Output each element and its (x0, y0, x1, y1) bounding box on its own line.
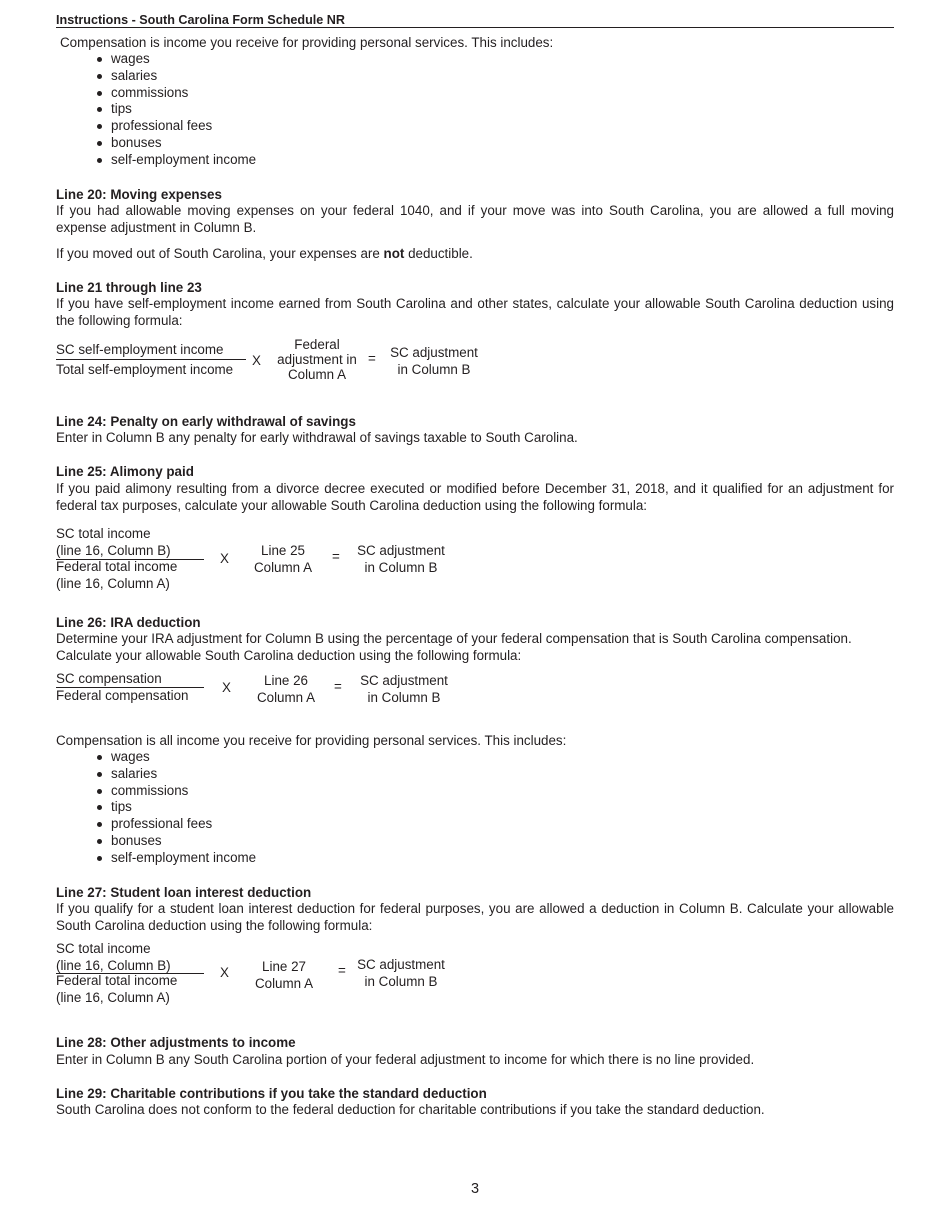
list-item: self-employment income (95, 152, 256, 169)
formula-column-a-line: Column A (287, 366, 347, 382)
multiply-sign: X (220, 551, 229, 566)
line24-paragraph: Enter in Column B any penalty for early withdrawal of savings taxable to South Carolina. (56, 430, 578, 445)
equals-sign: = (338, 963, 346, 978)
line28-heading: Line 28: Other adjustments to income (56, 1035, 296, 1050)
formula-result-line: in Column B (367, 689, 441, 705)
line20-text-before: If you moved out of South Carolina, your expenses are (56, 246, 384, 261)
list-item: tips (95, 101, 256, 118)
formula-column-a (269, 337, 365, 383)
header-divider (56, 27, 894, 28)
line20-text-after: deductible. (404, 246, 473, 261)
intro-text: Compensation is income you receive for providing personal services. This includes: (60, 35, 554, 50)
formula-numerator (56, 526, 171, 560)
formula-denominator-line: Federal total income (56, 973, 178, 988)
list-item: wages (95, 51, 256, 68)
intro-list (95, 51, 256, 169)
list-item: commissions (95, 85, 256, 102)
formula-denominator-line: Federal total income (56, 559, 178, 574)
formula-denominator (56, 973, 177, 1007)
formula-numerator-line: (line 16, Column B) (56, 542, 171, 558)
multiply-sign: X (222, 680, 231, 695)
compensation-list (95, 749, 256, 867)
formula-middle-term (243, 543, 323, 577)
formula-result-line: SC adjustment (360, 673, 448, 688)
line29-paragraph: South Carolina does not conform to the federal deduction for charitable contributions if you take the standard deduction. (56, 1102, 765, 1117)
formula-denominator (56, 559, 177, 593)
line29-heading: Line 29: Charitable contributions if you take the standard deduction (56, 1086, 487, 1101)
formula-middle-line: Column A (253, 559, 313, 575)
formula-column-a-line: Federal (294, 337, 340, 352)
list-item: commissions (95, 783, 256, 800)
formula-middle-line: Line 27 (262, 959, 306, 974)
line25-heading: Line 25: Alimony paid (56, 464, 194, 479)
formula-result (351, 957, 451, 991)
formula-denominator: Federal compensation (56, 688, 189, 703)
formula-denominator: Total self-employment income (56, 362, 234, 377)
formula-denominator-line: (line 16, Column A) (56, 575, 170, 591)
formula-result-line: in Column B (397, 361, 471, 377)
formula-numerator-line: (line 16, Column B) (56, 957, 171, 973)
formula-result-line: SC adjustment (357, 543, 445, 558)
formula-numerator-line: SC total income (56, 941, 151, 956)
formula-denominator-line: (line 16, Column A) (56, 989, 170, 1005)
line27-paragraph: If you qualify for a student loan interest deduction for federal purposes, you are allowed a deduction in Column B. Calculate your allowable South Carolina deduction using the following formula: (56, 901, 894, 933)
line21-paragraph: If you have self-employment income earned from South Carolina and other states, calculate your allowable South Carolina deduction using the following formula: (56, 296, 894, 328)
line20-paragraph: If you had allowable moving expenses on your federal 1040, and if your move was into South Carolina, you are allowed a full moving expense adjustment in Column B. (56, 203, 894, 235)
fraction-bar (56, 359, 246, 360)
line25-formula (56, 526, 476, 590)
formula-result-line: in Column B (364, 973, 438, 989)
formula-numerator: SC self-employment income (56, 342, 224, 357)
list-item: professional fees (95, 118, 256, 135)
formula-middle-term (244, 959, 324, 993)
equals-sign: = (368, 351, 376, 366)
list-item: self-employment income (95, 850, 256, 867)
list-item: wages (95, 749, 256, 766)
line28-paragraph: Enter in Column B any South Carolina portion of your federal adjustment to income for which there is no line provided. (56, 1052, 755, 1067)
line26-paragraph: Determine your IRA adjustment for Column B using the percentage of your federal compensation that is South Carolina compensation. Calculate your allowable South Carolina deduction using the following formula: (56, 631, 852, 663)
list-item: tips (95, 799, 256, 816)
page-number: 3 (470, 1181, 480, 1197)
line27-heading: Line 27: Student loan interest deduction (56, 885, 312, 900)
list-item: bonuses (95, 833, 256, 850)
formula-middle-term (245, 673, 327, 707)
equals-sign: = (334, 679, 342, 694)
compensation-text: Compensation is all income you receive for providing personal services. This includes: (56, 733, 567, 748)
formula-middle-line: Column A (254, 975, 314, 991)
page-header-title: Instructions - South Carolina Form Schedule NR (56, 13, 345, 27)
multiply-sign: X (220, 965, 229, 980)
formula-result-line: in Column B (364, 559, 438, 575)
formula-middle-line: Column A (256, 689, 316, 705)
list-item: salaries (95, 68, 256, 85)
line27-formula (56, 941, 476, 1005)
formula-result (351, 543, 451, 577)
formula-column-a-line: adjustment in (277, 351, 357, 367)
list-item: salaries (95, 766, 256, 783)
formula-numerator: SC compensation (56, 671, 162, 686)
formula-result (354, 673, 454, 707)
line24-heading: Line 24: Penalty on early withdrawal of savings (56, 414, 356, 429)
formula-numerator (56, 941, 171, 975)
list-item: bonuses (95, 135, 256, 152)
equals-sign: = (332, 549, 340, 564)
list-item: professional fees (95, 816, 256, 833)
formula-middle-line: Line 26 (264, 673, 308, 688)
line20-paragraph-2 (56, 246, 894, 263)
formula-result-line: SC adjustment (357, 957, 445, 972)
formula-result-line: SC adjustment (390, 345, 478, 360)
formula-result (384, 345, 484, 379)
multiply-sign: X (252, 353, 261, 368)
line21-formula (56, 337, 496, 387)
formula-numerator-line: SC total income (56, 526, 151, 541)
line20-text-bold: not (383, 246, 405, 261)
line20-heading: Line 20: Moving expenses (56, 187, 222, 202)
line26-formula (56, 671, 476, 707)
formula-middle-line: Line 25 (261, 543, 305, 558)
line26-heading: Line 26: IRA deduction (56, 615, 201, 630)
line25-paragraph: If you paid alimony resulting from a divorce decree executed or modified before December 31, 2018, and it qualified for an adjustment for federal tax purposes, calculate your allowable South Carolina deduction using the following formula: (56, 481, 894, 513)
line21-heading: Line 21 through line 23 (56, 280, 202, 295)
